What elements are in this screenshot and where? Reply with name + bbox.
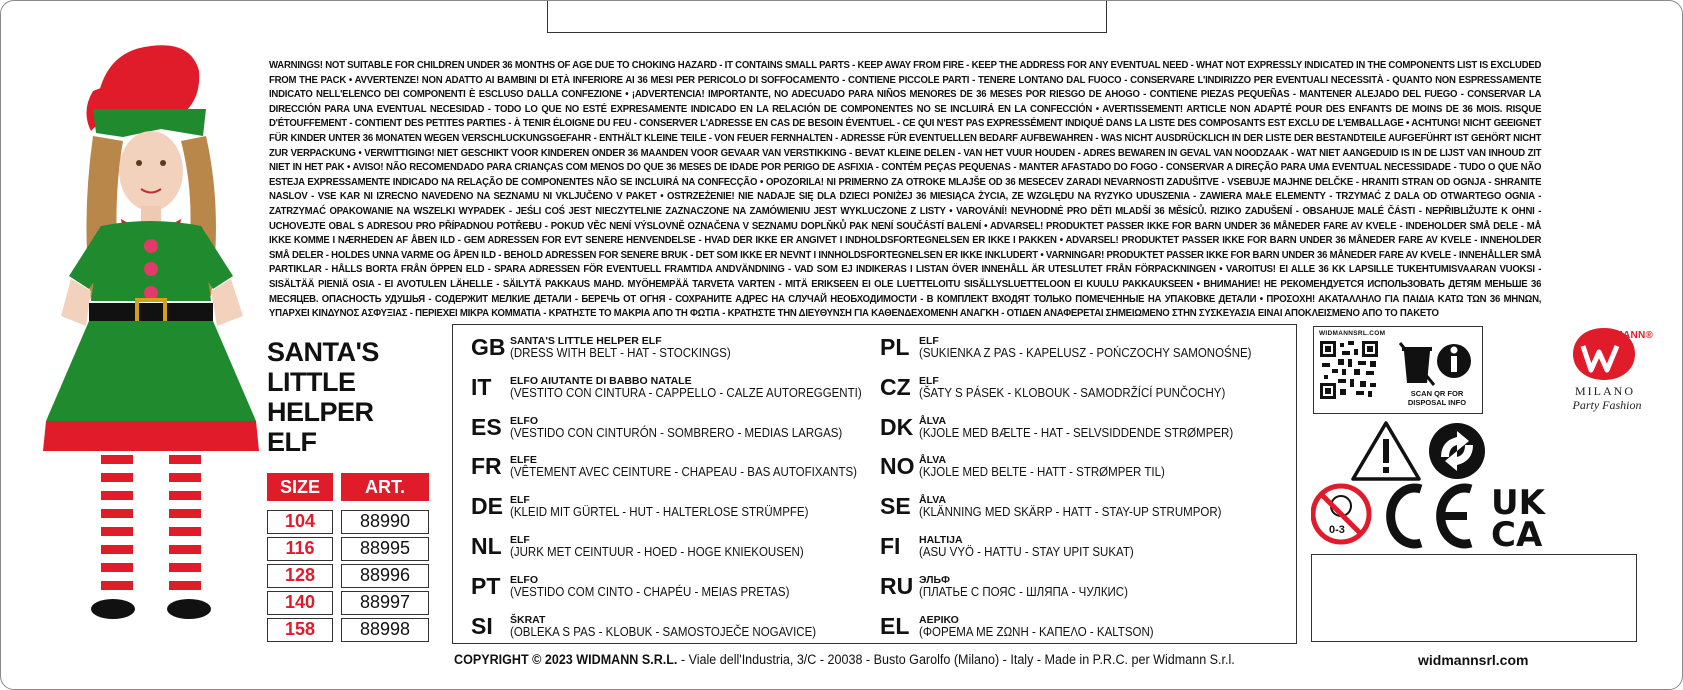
product-name: ELFE <box>510 454 537 467</box>
product-title <box>267 337 427 457</box>
language-code: DE <box>471 493 503 520</box>
title-line: LITTLE <box>267 367 356 397</box>
language-code: SE <box>880 493 911 520</box>
copyright-company: COPYRIGHT © 2023 WIDMANN S.R.L. <box>454 652 678 667</box>
product-name: ELFO AIUTANTE DI BABBO NATALE <box>510 374 692 387</box>
art-header: ART. <box>341 473 429 501</box>
language-code: DK <box>880 413 914 440</box>
product-name: ÅLVA <box>919 494 947 507</box>
certification-icons <box>1311 421 1651 551</box>
no-under-3-icon <box>1313 486 1369 542</box>
list-item <box>880 334 1280 374</box>
product-name: ЭЛЬФ <box>919 573 950 586</box>
list-item <box>880 573 1280 613</box>
elf-costume-child-illustration <box>31 41 271 671</box>
language-code: PL <box>880 334 910 360</box>
logo-brand: WIDMANN® <box>1594 330 1654 341</box>
disposal-info-block <box>1313 326 1483 414</box>
list-item <box>471 374 892 414</box>
svg-text:CA: CA <box>1491 515 1543 551</box>
language-code: EL <box>880 612 910 639</box>
title-line: SANTA'S <box>267 337 379 367</box>
ukca-mark-icon <box>1491 483 1547 551</box>
size-header: SIZE <box>267 473 333 501</box>
size-table <box>267 473 429 645</box>
title-line: HELPER <box>267 397 374 427</box>
art-cell: 88997 <box>341 591 429 615</box>
list-item <box>880 493 1280 533</box>
svg-text:0-3: 0-3 <box>1329 524 1345 536</box>
qr-url-label: WIDMANNSRL.COM <box>1319 330 1386 337</box>
barcode-placeholder-box <box>1311 554 1637 642</box>
product-contents: (ПЛАТЬЕ С ПОЯС - ШЛЯПА - ЧУЛКИС) <box>919 584 1128 599</box>
top-window-cutout <box>547 0 1107 33</box>
language-code: NO <box>880 453 915 480</box>
product-name: HALTIJA <box>919 533 963 546</box>
product-contents: (KJOLE MED BELTE - HATT - STRØMPER TIL) <box>919 465 1165 480</box>
list-item <box>471 493 892 533</box>
warning-triangle-icon <box>1353 423 1419 479</box>
language-code: RU <box>880 572 914 599</box>
language-code: GB <box>471 334 506 360</box>
product-name: ÅLVA <box>919 414 947 427</box>
list-item <box>880 453 1280 493</box>
product-contents: (SUKIENKA Z PAS - KAPELUSZ - POŃCZOCHY SAMONOŚNE) <box>919 346 1252 360</box>
product-name: SANTA'S LITTLE HELPER ELF <box>510 335 662 347</box>
trash-bin-icon <box>1396 337 1472 387</box>
language-code: FR <box>471 453 502 480</box>
title-line: ELF <box>267 427 317 457</box>
translations-left-column <box>471 334 892 652</box>
product-name: ELFO <box>510 414 538 427</box>
product-contents: (KLÄNNING MED SKÄRP - HATT - STAY-UP STRUMPOR) <box>919 505 1222 520</box>
logo-city: MILANO <box>1575 384 1635 398</box>
list-item <box>880 414 1280 454</box>
product-contents: (KLEID MIT GÜRTEL - HUT - HALTERLOSE STRÜMPFE) <box>510 505 809 520</box>
size-cell: 158 <box>267 618 333 642</box>
product-contents: (KJOLE MED BÆLTE - HAT - SELVSIDDENDE STRØMPER) <box>919 425 1234 440</box>
product-name: ELF <box>919 374 939 387</box>
product-contents: (VÊTEMENT AVEC CEINTURE - CHAPEAU - BAS AUTOFIXANTS) <box>510 465 857 480</box>
translations-right-column <box>880 334 1280 652</box>
table-row <box>267 618 429 642</box>
ce-mark-icon <box>1391 488 1471 544</box>
table-row <box>267 591 429 615</box>
product-name: ELFO <box>510 573 538 586</box>
list-item <box>880 374 1280 414</box>
language-code: FI <box>880 532 901 559</box>
table-row <box>267 510 429 534</box>
art-cell: 88998 <box>341 618 429 642</box>
art-cell: 88995 <box>341 537 429 561</box>
qr-caption: SCAN QR FOR DISPOSAL INFO <box>1407 389 1467 407</box>
size-cell: 128 <box>267 564 333 588</box>
translations-box <box>452 324 1297 644</box>
product-name: ΑΕΡΙΚΟ <box>919 613 959 626</box>
art-cell: 88990 <box>341 510 429 534</box>
list-item <box>471 334 892 374</box>
language-code: CZ <box>880 373 911 400</box>
language-code: ES <box>471 413 502 440</box>
product-name: ELF <box>510 494 530 507</box>
language-code: PT <box>471 572 501 599</box>
recycle-icon <box>1429 423 1485 479</box>
product-name: ELF <box>919 335 939 347</box>
qr-code-icon <box>1320 341 1378 399</box>
product-contents: (ŠATY S PÁSEK - KLOBOUK - SAMODRŽÍCÍ PUNČOCHY) <box>919 385 1226 400</box>
product-contents: (VESTIDO CON CINTURÓN - SOMBRERO - MEDIAS LARGAS) <box>510 425 843 440</box>
widmann-logo <box>1559 324 1659 414</box>
product-contents: (ASU VYÖ - HATTU - STAY UPIT SUKAT) <box>919 544 1134 559</box>
language-code: NL <box>471 532 502 559</box>
list-item <box>471 573 892 613</box>
list-item <box>471 414 892 454</box>
website-url: widmannsrl.com <box>1418 652 1529 668</box>
product-contents: (VESTITO CON CINTURA - CAPPELLO - CALZE AUTOREGGENTI) <box>510 385 862 400</box>
copyright-line <box>454 652 1235 667</box>
product-contents: (ΦΟΡΕΜΑ ΜΕ ΖΩΝΗ - ΚΑΠΕΛΟ - KALTSON) <box>919 624 1154 639</box>
list-item <box>471 533 892 573</box>
list-item <box>880 613 1280 653</box>
product-contents: (JURK MET CEINTUUR - HOED - HOGE KNIEKOUSEN) <box>510 544 804 559</box>
table-row <box>267 537 429 561</box>
product-name: ÅLVA <box>919 454 947 467</box>
size-cell: 140 <box>267 591 333 615</box>
product-contents: (DRESS WITH BELT - HAT - STOCKINGS) <box>510 346 731 360</box>
table-row <box>267 564 429 588</box>
list-item <box>880 533 1280 573</box>
product-contents: (OBLEKA S PAS - KLOBUK - SAMOSTOJEČE NOGAVICE) <box>510 624 817 639</box>
size-cell: 104 <box>267 510 333 534</box>
product-name: ELF <box>510 533 530 546</box>
list-item <box>471 613 892 653</box>
art-cell: 88996 <box>341 564 429 588</box>
svg-text:UK: UK <box>1491 483 1545 523</box>
language-code: IT <box>471 373 492 400</box>
size-cell: 116 <box>267 537 333 561</box>
product-contents: (VESTIDO COM CINTO - CHAPÉU - MEIAS PRETAS) <box>510 584 790 599</box>
copyright-address: - Viale dell'Industria, 3/C - 20038 - Busto Garolfo (Milano) - Italy - Made in P.R.C. per Widmann S.r.l. <box>677 652 1235 667</box>
logo-tagline: Party Fashion <box>1572 398 1642 412</box>
safety-warnings-text: WARNINGS! NOT SUITABLE FOR CHILDREN UNDER 36 MONTHS OF AGE DUE TO CHOKING HAZARD - IT CONTAINS SMALL PARTS - KEEP AWAY FROM FIRE - KEEP THE ADDRESS FOR ANY EVENTUAL NEED - WHAT NOT EXPRESSLY INDICATED IN THE COMPONENTS LIST IS EXCLUDED FROM THE PACK • AVVERTENZE! NON ADATTO AI BAMBINI DI ETÀ INFERIORE AI 36 MESI PER PERICOLO DI SOFFOCAMENTO - CONTIENE PICCOLE PARTI - TENERE LONTANO DAL FUOCO - CONSERVARE L'INDIRIZZO PER EVENTUALI NECESSITÀ - QUANTO NON ESPRESSAMENTE INDICATO NELL'ELENCO DEI COMPONENTI È ESCLUSO DALLA CONFEZIONE • ¡ADVERTENCIA! IMPORTANTE, NO ADECUADO PARA NIÑOS MENORES DE 36 MESES POR RIESGO DE AHOGO - CONTIENE PIEZAS PEQUEÑAS - MANTENER ALEJADO DEL FUEGO - CONSERVAR LA DIRECCIÓN PARA UNA EVENTUAL NECESIDAD - TODO LO QUE NO ESTÉ EXPRESAMENTE INDICADO EN LA RELACIÓN DE COMPONENTES NO SE INCLUIRÁ EN LA CONFECCIÓN • AVERTISSEMENT! ARTICLE NON ADAPTÉ POUR DES ENFANTS DE MOINS DE 36 MOIS. RISQUE D'ÉTOUFFEMENT - CONTIENT DES PETITES PARTIES - À TENIR ÉLOIGNE DU FEU - CONSERVER L'ADRESSE EN CAS DE BESOIN ÉVENTUEL - CE QUI N'EST PAS EXPRESSÉMENT INDIQUÉ DANS LA LISTE DES COMPOSANTS EST EXCLU DE L'EMBALLAGE • ACHTUNG! NICHT GEEIGNET FÜR KINDER UNTER 36 MONATEN WEGEN VERSCHLUCKUNGSGEFAHR - ENTHÄLT KLEINE TEILE - VON FEUER FERNHALTEN - ADRESSE FÜR EVENTUELLEN BEDARF AUFBEWAHREN - WAS NICHT AUSDRÜCKLICH IN DER LISTE DER BESTANDTEILE AUFGEFÜHRT IST GEHÖRT NICHT ZUR VERPACKUNG • VERWITTIGING! NIET GESCHIKT VOOR KINDEREN ONDER 36 MAANDEN VOOR GEVAAR VAN VERSTIKKING - BEVAT KLEINE DELEN - VAN HET VUUR HOUDEN - ADRES BEWAREN IN GEVAL VAN NOODZAAK - WAT NIET AANGEDUID IS IN DE LIJST VAN INHOUD ZIT NIET IN HET PAK • AVISO! NÃO RECOMENDADO PARA CRIANÇAS COM MENOS DO QUE 36 MESES DE IDADE POR PERIGO DE ASFIXIA - CONTÉM PEÇAS PEQUENAS - MANTER AFASTADO DO FOGO - CONSERVAR A DIREÇÃO PARA UMA EVENTUAL NECESSIDADE - TUDO O QUE NÃO ESTEJA EXPRESSAMENTE INDICADO NA RELAÇÃO DE COMPONENTES NÃO SE INCLUIRÁ NA CONFECÇÃO • OPOZORILA! NI PRIMERNO ZA OTROKE MLAJŠE OD 36 MESECEV ZARADI NEVARNOSTI ZADUŠITVE - VSEBUJE MAJHNE DELČKE - HRANITI STRAN OD OGNJA - SHRANITE NASLOV - VSE KAR NI IZRECNO NAVEDENO NA SEZNAMU NI VKLJUČENO V PAKET • OSTRZEŻENIE! NIE NADAJE SIĘ DLA DZIECI PONIŻEJ 36 MIESIĄCA ŻYCIA, ZE WZGLĘDU NA RYZYKO UDUSZENIA - ZAWIERA MAŁE ELEMENTY - TRZYMAĆ Z DALA OD OTWARTEGO OGNIA - ZATRZYMAĆ OPAKOWANIE NA WSZELKI WYPADEK - JEŚLI COŚ JEST NIECZYTELNIE ZAZNACZONE NA ZAMÓWIENIU JEST WYKLUCZONE Z LISTY • VAROVÁNÍ! NEVHODNÉ PRO DĚTI MLADŠÍ 36 MĚSÍCŮ. RIZIKO ZADUŠENÍ - OBSAHUJE MALÉ ČÁSTI - NEPŘIBLIŽUJTE K OHNI - UCHOVEJTE OBAL S ADRESOU PRO PŘÍPADNOU POTŘEBU - POKUD VĚC NENÍ VÝSLOVNĚ OZNAČENA V SEZNAMU DOPLŇKŮ PAK NENÍ SOUČÁSTÍ BALENÍ • ADVARSEL! PRODUKTET PASSER IKKE FOR BARN UNDER 36 MÅNEDER FARE AV KVELE - INDEHOLDER SMÅ DELE - MÅ IKKE KOMME I NÆRHEDEN AF ÅBEN ILD - GEM ADRESSEN FOR EVT SENERE HENVENDELSE - HVAD DER IKKE ER ANGIVET I INDHOLDSFORTEGNELSEN ER IKKE I PAKKEN • ADVARSEL! PRODUKTET PASSER IKKE FOR BARN UNDER 36 MÅNEDER FARE AV KVELE - INNEHOLDER SMÅ DELER - HOLDES UNNA VARME OG ÅPEN ILD - BEHOLD ADRESSEN FOR SENERE BRUK - DET SOM IKKE ER NEVNT I INNHOLDSFORTEGNELSEN ER IKKE INKLUDERT • VARNINGAR! PRODUKTET PASSER IKKE FOR BARN UNDER 36 MÅNEDER FARE AV KVELE - INNEHÅLLER SMÅ PARTIKLAR - HÅLLS BORTA FRÅN ÖPPEN ELD - SPARA ADRESSEN FÖR EVENTUELL FRAMTIDA ANDVÄNDNING - VAD SOM EJ INDIKERAS I LISTAN ÖVER INNEHÅLL ÄR UTESLUTET FRÅN FÖRPACKNINGEN • VAROITUS! EI ALLE 36 KK LAPSILLE TUKEHTUMISVAARAN VUOKSI - SISÄLTÄÄ PIENIÄ OSIA - EI AVOTULEN LÄHELLE - SÄILYTÄ PAKKAUS MAHD. MYÖHEMPÄÄ TARVETA VARTEN - MITÄ ERIKSEEN EI OLE LUETTELOITU SISÄLLYSLUETTELOON EI KUULU PAKKAUKSEEN • ВНИМАНИЕ! НЕ РЕКОМЕНДУЕТСЯ ИСПОЛЬЗОВАТЬ ДЕТЯМ МЕНЬШЕ 36 МЕСЯЦЕВ. ОПАСНОСТЬ УДУШЬЯ - СОДЕРЖИТ МЕЛКИЕ ДЕТАЛИ - БЕРЕЧЬ ОТ ОГНЯ - СОХРАНИТЕ АДРЕС НА СЛУЧАЙ НЕОБХОДИМОСТИ - В КОМПЛЕКТ ВХОДЯТ ТОЛЬКО ПОМЕЧЕННЫЕ НА УПАКОВКЕ ДЕТАЛИ • ΠΡΟΣΟΧΗ! ΑΚΑΤΑΛΛΗΛΟ ΓΙΑ ΠΑΙΔΙΑ ΚΑΤΩ ΤΩΝ 36 ΜΗΝΩΝ, ΥΠΑΡΧΕΙ ΚΙΝΔΥΝΟΣ ΑΣΦΥΞΙΑΣ - ΠΕΡΙΕΧΕΙ ΜΙΚΡΑ ΚΟΜΜΑΤΙΑ - ΚΡΑΤΗΣΤΕ ΤΟ ΜΑΚΡΙΑ ΑΠΟ ΤΗ ΦΩΤΙΑ - ΚΡΑΤΗΣΤΕ ΤΗΝ ΔΙΕΥΘΥΝΣΗ ΓΙΑ ΚΑΘΕΝΔΕΧΟΜΕΝΗ ΑΝΑΓΚΗ - ΟΤΙΔΕΝ ΑΝΑΦΕΡΕΤΑΙ ΣΗΜΕΙΩΜΕΝΟ ΣΤΗΝ ΣΥΣΚΕΥΑΣΙΑ ΕΙΝΑΙ ΑΠΟΚΛΕΙΣΜΕΝΟ ΑΠΟ ΤΟ ΠΑΚΕΤΟ <box>269 60 1542 320</box>
language-code: SI <box>471 612 493 639</box>
list-item <box>471 453 892 493</box>
product-name: ŠKRAT <box>510 613 546 626</box>
